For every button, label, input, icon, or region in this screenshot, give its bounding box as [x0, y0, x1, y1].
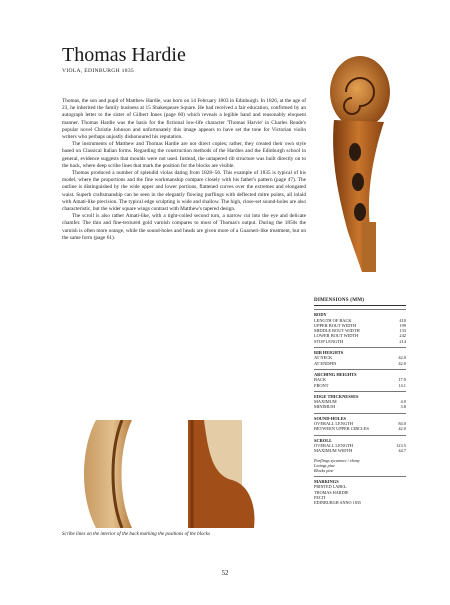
markings-title: MARKINGS: [314, 479, 339, 485]
page-number: 52: [221, 569, 229, 577]
photo-caption: Scribe lines on the interior of the back marking the positions of the blocks: [62, 532, 210, 537]
paragraph: The scroll is also rather Amati-like, with a tight-coiled second turn, a narrow cut into the eye and delicate chamfer. The thin and fine-textured gold varnish compares to most of Thomas's output. During the 1850s the varnish is often more orange, while the sound-holes and heads are given more of a Guarneri-like treatment, but on the same form (page 61).: [62, 213, 306, 241]
dim-section-title: BODY: [314, 312, 327, 318]
dim-section: [314, 347, 406, 366]
viola-scroll-photo: [300, 22, 400, 274]
dimensions-heading: DIMENSIONS (MM): [314, 298, 406, 306]
dim-row: LENGTH OF BACK 410: [314, 317, 406, 323]
paragraph: The instruments of Matthew and Thomas Hardie are not direct copies; rather, they created their own style based on Classical Italian forms. Regarding the construction methods of the Hardies and the Edinburgh school in general, evidence suggests that moulds were not used. Instead, the untapered rib structure was built directly on to the back, where deep scribe lines that mark the position for the blocks are visible.: [62, 141, 306, 169]
marking-line: THOMAS HARDIE: [314, 489, 349, 495]
dim-section-title: ARCHING HEIGHTS: [314, 371, 357, 377]
dim-section-title: SCROLL: [314, 437, 333, 443]
dim-section-title: SOUND-HOLES: [314, 415, 346, 421]
dim-section: [314, 413, 406, 432]
dim-section: [314, 369, 406, 388]
dim-row: AT NECK 42.0: [314, 355, 406, 361]
materials-notes: [314, 458, 406, 474]
dim-section-title: RIB HEIGHTS: [314, 350, 344, 356]
marking-line: FECIT: [314, 495, 326, 501]
paragraph: Thomas produced a number of splendid violas dating from 1828–56. This example of 1835 is typical of his model, where the proportions and the fine workmanship compare closely with his father's pattern (page 47). The outline is distinguished by the wide upper and lower portions, flattened curves over the extremes and elongated waist. Superb craftsmanship can be seen in the elegantly flowing purflings with deflected mitre points, all inlaid with Amati-like precision. The typical edge sculpting is wide and shallow. The high, close-set sound-holes are also characteristic, but the wider square wings contrast with Matthew's tapered design.: [62, 170, 306, 213]
dim-row: BETWEEN UPPER CIRCLES 42.0: [314, 426, 406, 432]
dim-section: [314, 391, 406, 410]
article-body: [62, 98, 306, 242]
dim-row: FRONT 14.1: [314, 382, 406, 388]
dim-row: STOP LENGTH 214: [314, 338, 406, 344]
marking-line: PRINTED LABEL:: [314, 484, 348, 490]
dim-row: MAXIMUM WIDTH 44.7: [314, 448, 406, 454]
dim-row: UPPER BOUT WIDTH 199: [314, 322, 406, 328]
marking-line: EDINBURGH ANNO 1835: [314, 500, 361, 506]
dim-row: BACK 17.0: [314, 377, 406, 383]
dim-row: LOWER BOUT WIDTH 242: [314, 333, 406, 339]
scribe-lines-photo: [62, 420, 306, 528]
note-line: Blocks pine: [314, 467, 334, 473]
markings-section: [314, 476, 406, 505]
note-line: Purflings sycamore / ebony: [314, 457, 360, 463]
page-title: Thomas Hardie: [62, 44, 186, 66]
dim-row: OVERALL LENGTH 123.5: [314, 442, 406, 448]
dim-row: MAXIMUM 4.0: [314, 399, 406, 405]
dim-section-title: EDGE THICKNESSES: [314, 393, 359, 399]
dim-section: [314, 309, 406, 344]
note-line: Linings pine: [314, 462, 335, 468]
dim-row: AT ENDPIN 42.0: [314, 360, 406, 366]
dim-row: OVERALL LENGTH 84.0: [314, 421, 406, 427]
dim-row: MIDDLE BOUT WIDTH 133: [314, 328, 406, 334]
dim-section: [314, 435, 406, 454]
dimensions-table: [314, 298, 406, 506]
dim-row: MINIMUM 3.8: [314, 404, 406, 410]
subtitle: VIOLA, EDINBURGH 1835: [62, 68, 135, 74]
paragraph: Thomas, the son and pupil of Matthew Hardie, was born on 14 February 1803 in Edinburgh. In 1826, at the age of 23, he inherited the family business at 15 Shakespeare Square. He had received a fair education, confirmed by an autograph letter to the sister of Gilbert Innes (page 60) which reveals a legible hand and reasonably eloquent manner. Thomas Hardie was the basis for the fictional low-life character 'Thomas Harvie' in Charles Reade's popular novel Christie Johnson and unfortunately this image appears to have set the tone for Victorian violin writers who perhaps unjustly dishonoured his reputation.: [62, 98, 306, 141]
